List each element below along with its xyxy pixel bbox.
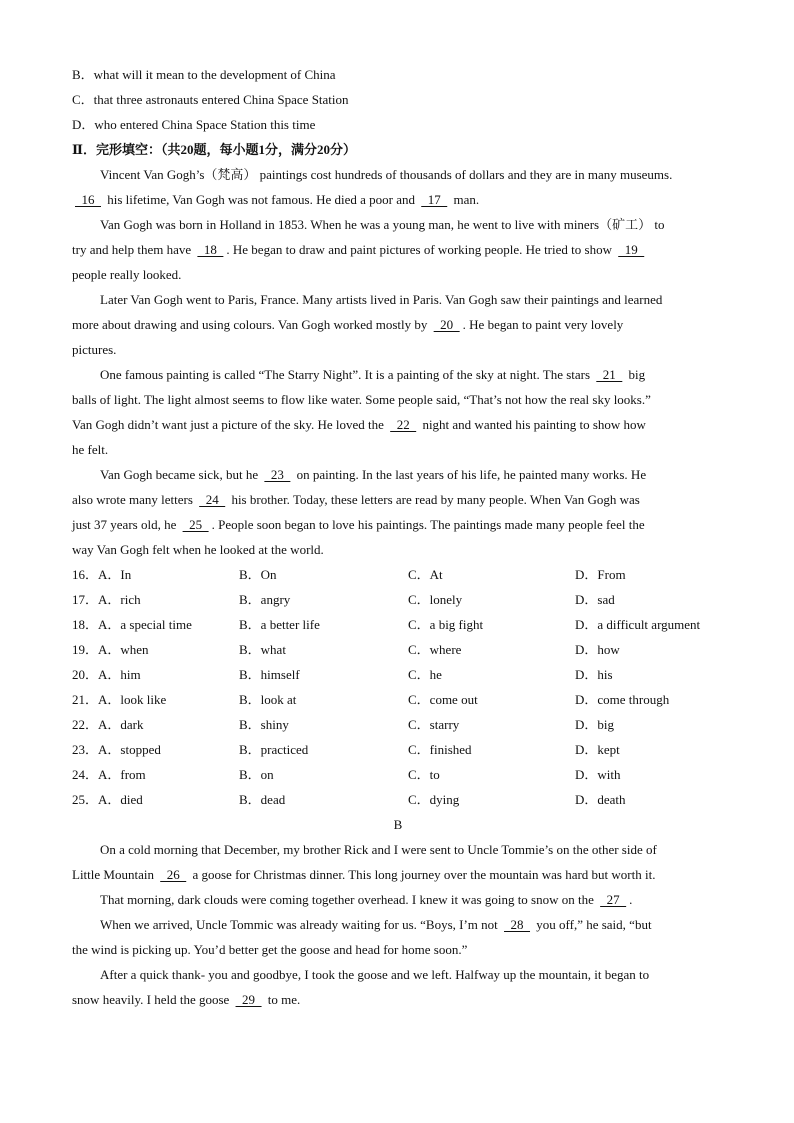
answer-blank: 16 [75,192,101,207]
passage-line [72,362,724,387]
option-b: B．On [239,567,277,582]
option-a [72,612,239,637]
option-a-text: A．him [98,667,141,682]
passage-text: night and wanted his painting to show how [419,417,646,432]
passage-text: snow heavily. I held the goose [72,992,233,1007]
question-row [72,662,724,687]
option-d: D．kept [575,742,620,757]
option-a [72,662,239,687]
answer-blank: 18 [197,242,224,257]
option-b: B．shiny [239,717,289,732]
passage-text: people really looked. [72,267,182,282]
passage-text: When we arrived, Uncle Tommic was already waiting for us. “Boys, I’m not [100,917,502,932]
option-a-text: A．stopped [98,742,161,757]
passage-line [72,512,724,537]
section-b-label: B [393,817,403,832]
option-c: C．a big fight [408,617,484,632]
option-a [72,787,239,812]
option-a-text: A．look like [98,692,167,707]
passage-line [72,337,724,362]
option-c: C．he [408,667,442,682]
passage-line [72,887,724,912]
answer-blank: 17 [421,192,448,207]
option-a [72,687,239,712]
option-b: B．a better life [239,617,320,632]
passage-line [72,862,724,887]
passage-line [72,987,724,1012]
option-d: D．with [575,767,621,782]
section-title: Ⅱ．完形填空：（共20题，每小题1分，满分20分） [72,142,356,157]
option-d: D．sad [575,592,615,607]
passage-line [72,187,724,212]
passage-text: a goose for Christmas dinner. This long journey over the mountain was hard but worth it. [189,867,656,882]
question-row [72,737,724,762]
question-row [72,587,724,612]
passage-text: you off,” he said, “but [533,917,652,932]
option-a-text: A．when [98,642,149,657]
passage-line [72,937,724,962]
question-row [72,687,724,712]
question-row [72,787,724,812]
answer-blank: 29 [235,992,262,1007]
option-line: D．who entered China Space Station this time [72,117,316,132]
passage-text: . He began to paint very lovely [462,317,624,332]
passage-text: pictures. [72,342,117,357]
question-options-table [72,562,724,812]
passage-text: also wrote many letters [72,492,197,507]
option-b: B．on [239,767,274,782]
question-row [72,612,724,637]
option-c: C．At [408,567,443,582]
passage-text: . [629,892,633,907]
passage-text: he felt. [72,442,109,457]
option-a [72,637,239,662]
option-d: D．From [575,567,626,582]
question-number: 18． [72,617,99,632]
passage-text: Van Gogh became sick, but he [100,467,262,482]
passage-line [72,537,724,562]
passage-line [72,312,724,337]
option-a [72,587,239,612]
passage-text: try and help them have [72,242,195,257]
option-d: D．death [575,792,626,807]
option-c: C．dying [408,792,460,807]
answer-blank: 25 [182,517,209,532]
passage-line [72,287,724,312]
passage-text: man. [450,192,480,207]
exam-page [72,62,724,1012]
passage-text: his lifetime, Van Gogh was not famous. He died a poor and [104,192,419,207]
question-row [72,637,724,662]
option-d: D．big [575,717,615,732]
answer-blank: 23 [264,467,291,482]
answer-blank: 26 [160,867,187,882]
passage-line [72,212,724,237]
passage-line [72,412,724,437]
option-a-text: A．rich [98,592,141,607]
option-a-text: A．dark [98,717,144,732]
answer-blank: 20 [433,317,460,332]
passage-a [72,162,724,562]
answer-blank: 19 [618,242,645,257]
question-number: 16． [72,567,99,582]
passage-text: big [625,367,646,382]
option-line: B．what will it mean to the development of China [72,67,336,82]
question-number: 17． [72,592,99,607]
passage-text: to me. [264,992,301,1007]
option-b: B．practiced [239,742,309,757]
option-a-text: A．a special time [98,617,192,632]
passage-text: . People soon began to love his paintings. The paintings made many people feel the [211,517,645,532]
passage-line [72,387,724,412]
option-d: D．come through [575,692,670,707]
option-a [72,712,239,737]
option-b: B．angry [239,592,291,607]
passage-text: more about drawing and using colours. Van Gogh worked mostly by [72,317,431,332]
option-a [72,737,239,762]
question-row [72,712,724,737]
option-d: D．his [575,667,613,682]
previous-question-options [72,62,724,137]
option-d: D．how [575,642,620,657]
passage-line [72,237,724,262]
passage-line [72,462,724,487]
answer-blank: 24 [199,492,226,507]
answer-blank: 22 [390,417,417,432]
question-number: 21． [72,692,99,707]
passage-text: After a quick thank- you and goodbye, I took the goose and we left. Halfway up the mountain, it began to [100,967,650,982]
passage-line [72,162,724,187]
passage-text: just 37 years old, he [72,517,180,532]
passage-line [72,262,724,287]
passage-text: Little Mountain [72,867,158,882]
passage-text: the wind is picking up. You’d better get the goose and head for home soon.” [72,942,468,957]
passage-text: On a cold morning that December, my brother Rick and I were sent to Uncle Tommie’s on the other side of [100,842,657,857]
option-b: B．what [239,642,286,657]
passage-text: his brother. Today, these letters are read by many people. When Van Gogh was [228,492,640,507]
option-b: B．dead [239,792,286,807]
passage-line [72,837,724,862]
passage-text: That morning, dark clouds were coming together overhead. I knew it was going to snow on the [100,892,598,907]
option-line: C．that three astronauts entered China Space Station [72,92,349,107]
question-row [72,762,724,787]
option-b: B．look at [239,692,297,707]
question-number: 20． [72,667,99,682]
option-c: C．starry [408,717,460,732]
passage-text: Van Gogh didn’t want just a picture of the sky. He loved the [72,417,388,432]
passage-text: way Van Gogh felt when he looked at the world. [72,542,324,557]
passage-b [72,837,724,1012]
passage-line [72,962,724,987]
passage-text: One famous painting is called “The Starry Night”. It is a painting of the sky at night. The stars [100,367,594,382]
question-number: 19． [72,642,99,657]
answer-blank: 21 [596,367,623,382]
option-a [72,762,239,787]
answer-blank: 27 [600,892,627,907]
passage-line [72,437,724,462]
option-c: C．to [408,767,440,782]
option-c: C．come out [408,692,478,707]
passage-text: balls of light. The light almost seems to flow like water. Some people said, “That’s not how the real sky looks.” [72,392,651,407]
question-number: 24． [72,767,99,782]
passage-text: Vincent Van Gogh’s（梵高） paintings cost hundreds of thousands of dollars and they are in many museums. [100,167,673,182]
option-c: C．finished [408,742,472,757]
option-a-text: A．died [98,792,143,807]
option-a-text: A．from [98,767,146,782]
passage-line [72,912,724,937]
option-c: C．where [408,642,462,657]
question-number: 25． [72,792,99,807]
option-a [72,562,239,587]
option-d: D．a difficult argument [575,617,701,632]
question-number: 23． [72,742,99,757]
passage-text: Later Van Gogh went to Paris, France. Many artists lived in Paris. Van Gogh saw their paintings and learned [100,292,663,307]
answer-blank: 28 [504,917,531,932]
passage-text: . He began to draw and paint pictures of working people. He tried to show [226,242,616,257]
passage-text: Van Gogh was born in Holland in 1853. When he was a young man, he went to live with miners（矿工） to [100,217,665,232]
passage-line [72,487,724,512]
question-row [72,562,724,587]
option-c: C．lonely [408,592,463,607]
option-a-text: A．In [98,567,132,582]
question-number: 22． [72,717,99,732]
option-b: B．himself [239,667,300,682]
passage-text: on painting. In the last years of his life, he painted many works. He [293,467,647,482]
